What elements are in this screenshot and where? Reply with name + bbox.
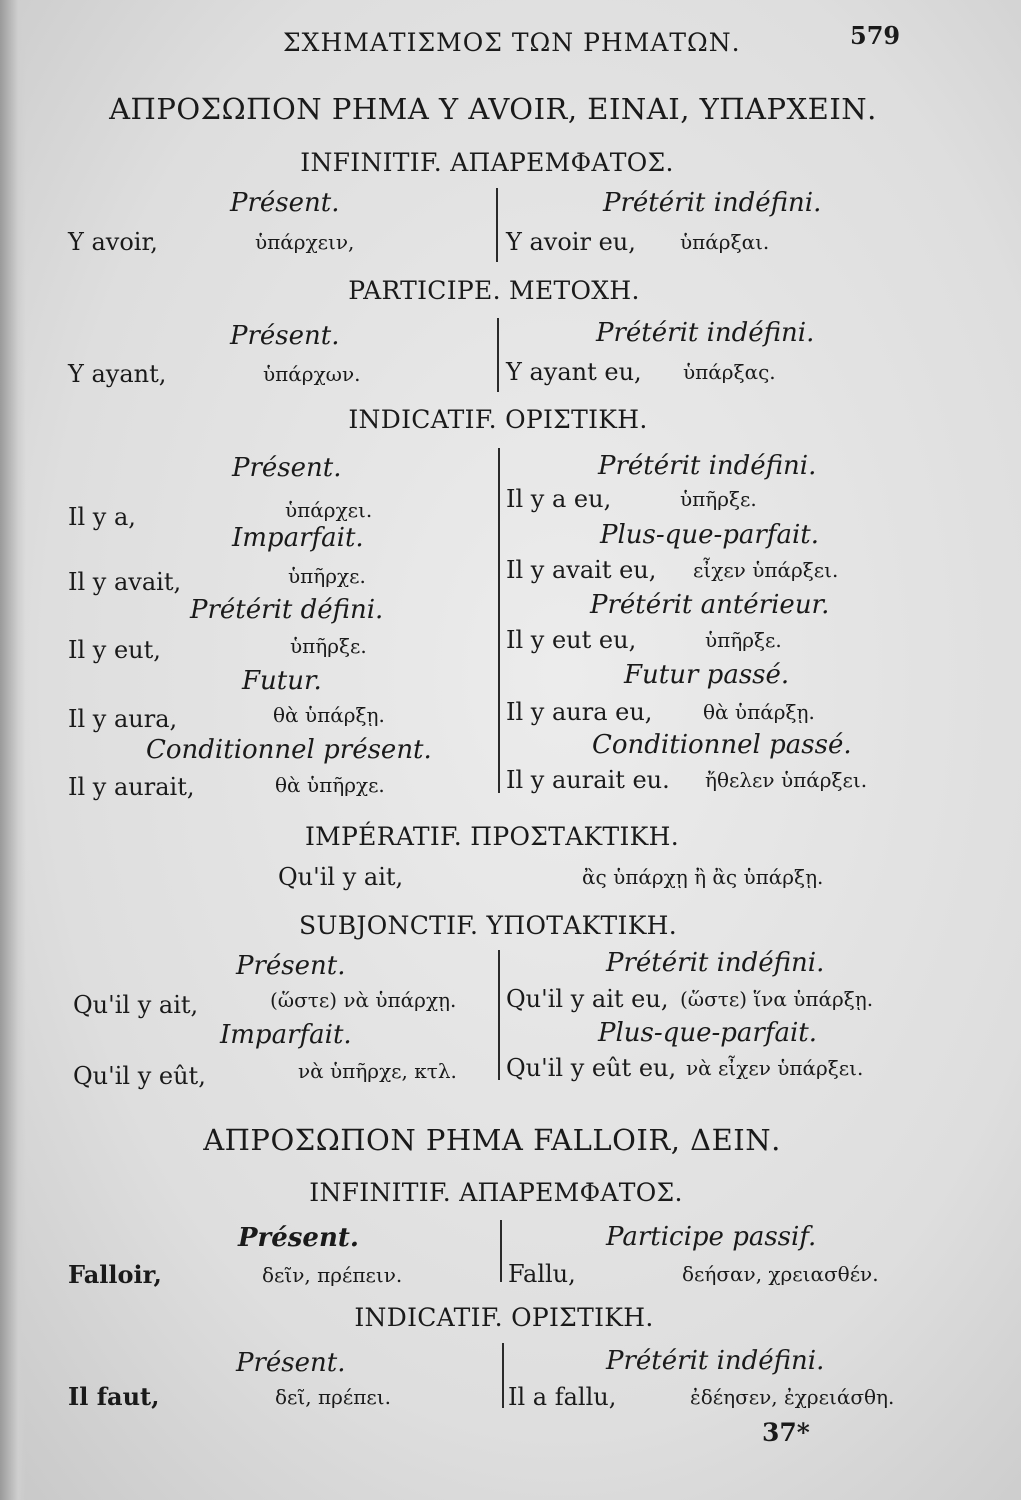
tense-label: Imparfait.	[220, 1020, 352, 1050]
greek-form: ὑπάρχειν,	[255, 230, 355, 254]
french-form: Qu'il y eût,	[73, 1062, 206, 1090]
french-form: Il y aura eu,	[506, 698, 653, 726]
french-form: Y ayant eu,	[506, 358, 642, 386]
french-form: Il y avait eu,	[506, 556, 657, 584]
french-form: Qu'il y ait,	[278, 863, 404, 891]
french-form: Il y eut eu,	[506, 626, 637, 654]
tense-label: Plus-que-parfait.	[600, 520, 819, 550]
greek-form: δεήσαν, χρειασθέν.	[682, 1262, 879, 1286]
heading-infinitif: INFINITIF. ΑΠΑΡΕΜΦΑΤΟΣ.	[309, 1178, 683, 1207]
french-form: Il y eut,	[68, 636, 161, 664]
tense-label: Conditionnel passé.	[592, 730, 852, 760]
tense-label: Prétérit indéfini.	[606, 948, 825, 978]
heading-indicatif: INDICATIF. ΟΡΙΣΤΙΚΗ.	[348, 405, 648, 434]
tense-label: Prétérit antérieur.	[590, 590, 830, 620]
page-number: 579	[850, 21, 901, 50]
greek-form: δεῖ, πρέπει.	[275, 1385, 391, 1409]
heading-infinitif: INFINITIF. ΑΠΑΡΕΜΦΑΤΟΣ.	[300, 148, 674, 177]
greek-form: ὑπῆρχε.	[288, 564, 366, 588]
heading-participe: PARTICIPE. ΜΕΤΟΧΗ.	[348, 276, 640, 305]
french-form: Qu'il y ait eu,	[506, 985, 669, 1013]
greek-form: ὑπάρξαι.	[680, 230, 770, 254]
greek-form: νὰ ὑπῆρχε, κτλ.	[298, 1059, 457, 1083]
greek-form: νὰ εἶχεν ὑπάρξει.	[686, 1056, 864, 1080]
signature-mark: 37*	[762, 1418, 810, 1447]
greek-form: ὑπάρχει.	[285, 498, 373, 522]
greek-form: ἤθελεν ὑπάρξει.	[705, 768, 868, 792]
french-form: Il y avait,	[68, 568, 182, 596]
french-form: Il y a eu,	[506, 485, 612, 513]
greek-form: θὰ ὑπῆρχε.	[275, 773, 385, 797]
heading-indicatif: INDICATIF. ΟΡΙΣΤΙΚΗ.	[354, 1303, 654, 1332]
column-divider	[502, 1343, 504, 1408]
french-form: Il a fallu,	[508, 1383, 617, 1411]
tense-label: Présent.	[238, 1223, 359, 1253]
heading-imperatif: IMPÉRATIF. ΠΡΟΣΤΑΚΤΙΚΗ.	[304, 822, 680, 851]
tense-label: Présent.	[230, 188, 340, 218]
french-form: Qu'il y eût eu,	[506, 1054, 677, 1082]
tense-label: Présent.	[232, 453, 342, 483]
french-form: Il y aura,	[68, 705, 178, 733]
column-divider	[498, 448, 500, 793]
tense-label: Prétérit indéfini.	[606, 1346, 825, 1376]
french-form: Il y aurait,	[68, 773, 195, 801]
tense-label: Participe passif.	[606, 1222, 817, 1252]
column-divider	[498, 950, 500, 1080]
heading-subjonctif: SUBJONCTIF. ΥΠΟΤΑΚΤΙΚΗ.	[298, 911, 678, 940]
french-form: Y ayant,	[68, 360, 167, 388]
greek-form: (ὥστε) ἵνα ὑπάρξῃ.	[680, 987, 874, 1011]
french-form: Qu'il y ait,	[73, 991, 199, 1019]
tense-label: Futur passé.	[624, 660, 790, 690]
french-form: Il y a,	[68, 503, 136, 531]
french-form: Fallu,	[508, 1260, 576, 1288]
tense-label: Conditionnel présent.	[146, 735, 432, 765]
tense-label: Présent.	[236, 951, 346, 981]
column-divider	[496, 188, 498, 262]
section-title-y-avoir: ΑΠΡΟΣΩΠΟΝ ΡΗΜΑ Y AVOIR, ΕΙΝΑΙ, ΥΠΑΡΧΕΙΝ.	[109, 92, 877, 126]
french-form: Y avoir eu,	[506, 228, 636, 256]
greek-form: ὑπῆρξε.	[680, 487, 757, 511]
tense-label: Prétérit indéfini.	[596, 318, 815, 348]
greek-form: (ὥστε) νὰ ὑπάρχῃ.	[270, 988, 457, 1012]
running-title: ΣΧΗΜΑΤΙΣΜΟΣ ΤΩΝ ΡΗΜΑΤΩΝ.	[283, 28, 741, 57]
column-divider	[500, 1220, 502, 1282]
greek-form: ὑπῆρξε.	[705, 628, 782, 652]
french-form: Il y aurait eu.	[506, 766, 670, 794]
greek-form: εἶχεν ὑπάρξει.	[693, 558, 839, 582]
tense-label: Présent.	[236, 1348, 346, 1378]
french-form: Y avoir,	[68, 228, 158, 256]
tense-label: Prétérit indéfini.	[598, 451, 817, 481]
greek-form: ὑπάρχων.	[263, 362, 361, 386]
tense-label: Prétérit indéfini.	[603, 188, 822, 218]
french-form: Falloir,	[68, 1260, 162, 1289]
greek-form: ὑπῆρξε.	[290, 634, 367, 658]
tense-label: Prétérit défini.	[190, 595, 384, 625]
greek-form: ἂς ὑπάρχῃ ἢ ἂς ὑπάρξῃ.	[582, 865, 824, 889]
greek-form: θὰ ὑπάρξῃ.	[273, 703, 385, 727]
greek-form: θὰ ὑπάρξῃ.	[703, 700, 815, 724]
tense-label: Imparfait.	[232, 523, 364, 553]
tense-label: Futur.	[242, 666, 322, 696]
tense-label: Présent.	[230, 321, 340, 351]
greek-form: δεῖν, πρέπειν.	[262, 1263, 403, 1287]
greek-form: ὑπάρξας.	[683, 360, 776, 384]
section-title-falloir: ΑΠΡΟΣΩΠΟΝ ΡΗΜΑ FALLOIR, ΔΕΙΝ.	[203, 1123, 781, 1157]
column-divider	[497, 318, 499, 392]
tense-label: Plus-que-parfait.	[598, 1018, 817, 1048]
greek-form: ἐδέησεν, ἐχρειάσθη.	[690, 1385, 895, 1409]
french-form: Il faut,	[68, 1382, 160, 1411]
